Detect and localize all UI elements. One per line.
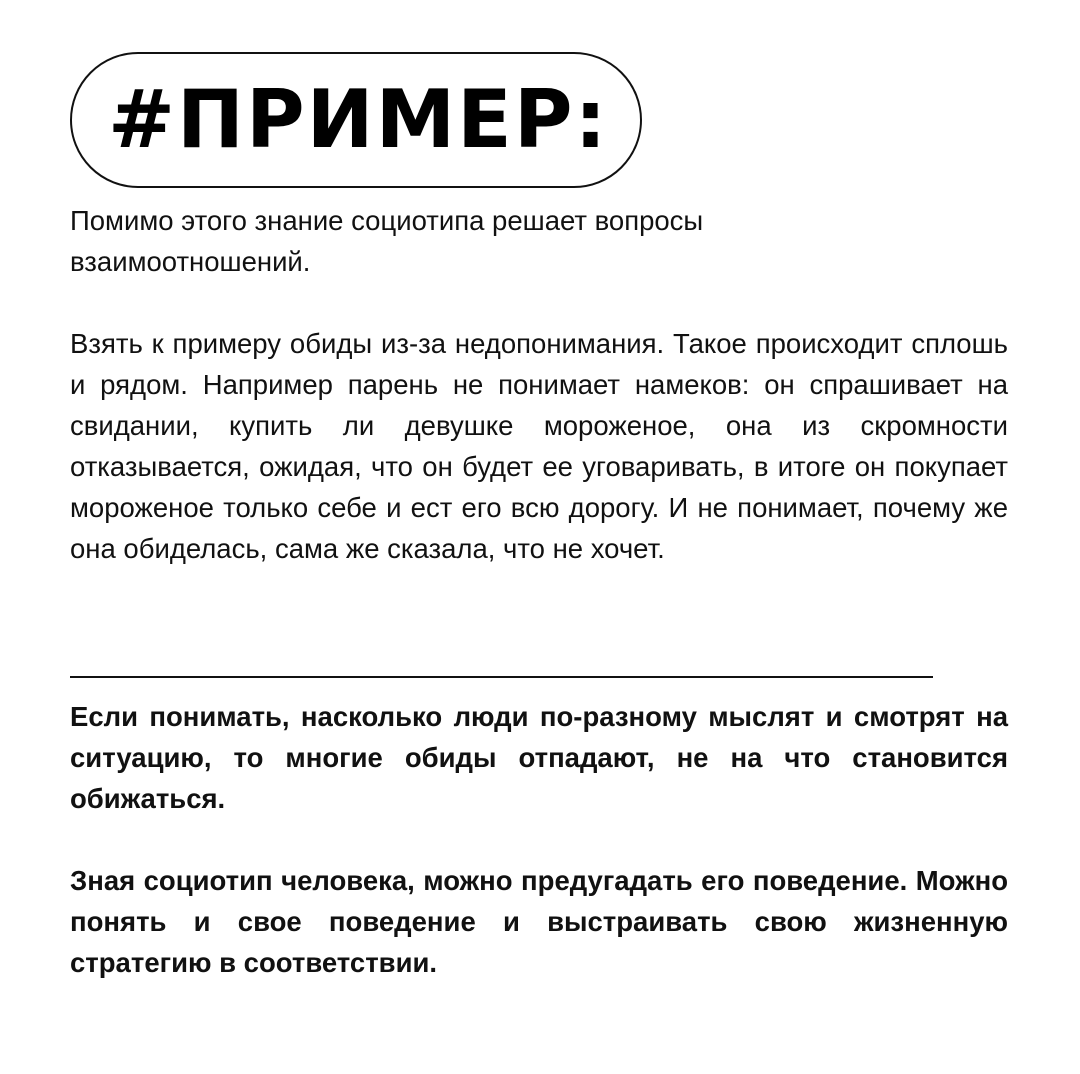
title-pill <box>70 52 642 188</box>
page-title: #ПРИМЕР: <box>108 73 609 166</box>
conclusion-paragraph-2: Зная социотип человека, можно предугадать его поведение. Можно понять и свое поведение и выстраивать свою жизненную стратегию в соответствии. <box>70 865 1008 978</box>
intro-paragraph: Помимо этого знание социотипа решает вопросы взаимоотношений. <box>70 205 704 277</box>
divider <box>70 676 933 678</box>
conclusion-paragraph-1: Если понимать, насколько люди по-разному мыслят и смотрят на ситуацию, то многие обиды отпадают, не на что становится обижаться. <box>70 701 1008 814</box>
example-paragraph: Взять к примеру обиды из-за недопонимания. Такое происходит сплошь и рядом. Например парень не понимает намеков: он спрашивает на свидании, купить ли девушке мороженое, она из скромности отказывается, ожидая, что он будет ее уговаривать, в итоге он покупает мороженое только себе и ест его всю дорогу. И не понимает, почему же она обиделась, сама же сказала, что не хочет. <box>70 328 1008 564</box>
